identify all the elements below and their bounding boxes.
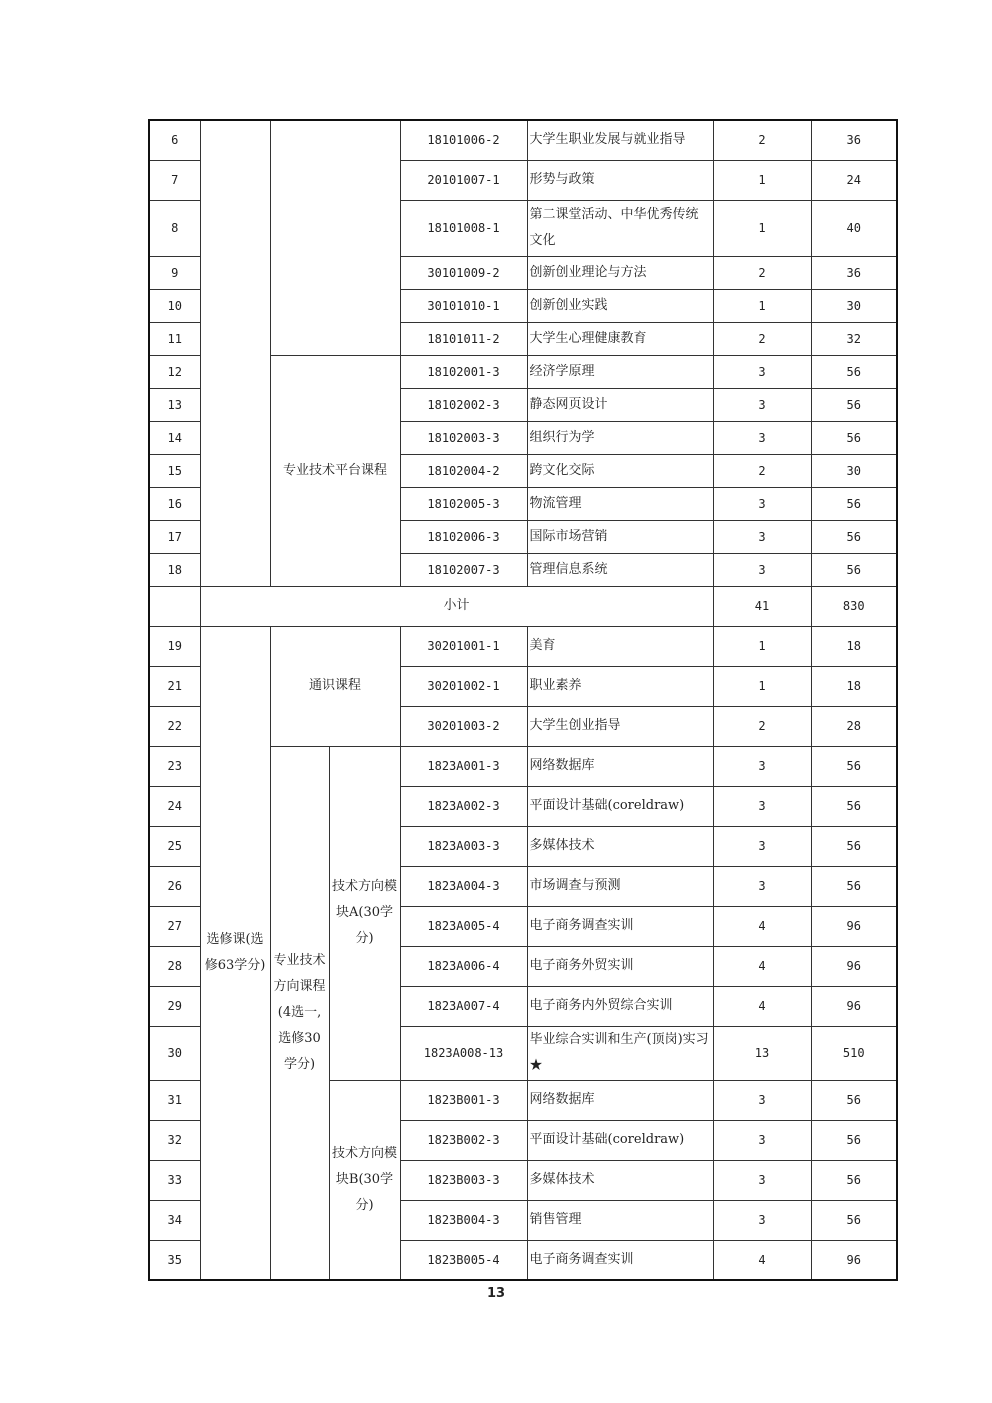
credit-value: 2 bbox=[713, 706, 811, 746]
platform-group-label: 专业技术平台课程 bbox=[270, 355, 400, 586]
credit-value: 4 bbox=[713, 906, 811, 946]
course-name: 创新创业理论与方法 bbox=[527, 256, 713, 289]
hours-value: 56 bbox=[811, 553, 897, 586]
course-name: 管理信息系统 bbox=[527, 553, 713, 586]
course-code: 1823A006-4 bbox=[400, 946, 527, 986]
course-code: 20101007-1 bbox=[400, 160, 527, 200]
course-name: 平面设计基础(coreldraw) bbox=[527, 786, 713, 826]
hours-value: 56 bbox=[811, 355, 897, 388]
course-name: 电子商务内外贸综合实训 bbox=[527, 986, 713, 1026]
row-number: 9 bbox=[149, 256, 200, 289]
row-number: 10 bbox=[149, 289, 200, 322]
course-code: 1823B002-3 bbox=[400, 1120, 527, 1160]
course-name: 平面设计基础(coreldraw) bbox=[527, 1120, 713, 1160]
category-blank bbox=[200, 120, 270, 586]
table-row bbox=[149, 626, 897, 666]
course-name: 电子商务调查实训 bbox=[527, 906, 713, 946]
course-code: 1823A007-4 bbox=[400, 986, 527, 1026]
table-row bbox=[149, 120, 897, 160]
elective-category-label: 选修课(选修63学分) bbox=[200, 626, 270, 1280]
row-number: 32 bbox=[149, 1120, 200, 1160]
credit-value: 1 bbox=[713, 626, 811, 666]
course-name: 电子商务外贸实训 bbox=[527, 946, 713, 986]
hours-value: 40 bbox=[811, 200, 897, 256]
course-code: 30101009-2 bbox=[400, 256, 527, 289]
row-number: 34 bbox=[149, 1200, 200, 1240]
row-number: 33 bbox=[149, 1160, 200, 1200]
course-code: 18102003-3 bbox=[400, 421, 527, 454]
hours-value: 56 bbox=[811, 746, 897, 786]
credit-value: 3 bbox=[713, 520, 811, 553]
course-code: 1823A005-4 bbox=[400, 906, 527, 946]
direction-group-label: 专业技术方向课程(4选一,选修30学分) bbox=[270, 746, 329, 1280]
credit-value: 3 bbox=[713, 487, 811, 520]
course-code: 18102001-3 bbox=[400, 355, 527, 388]
row-number: 7 bbox=[149, 160, 200, 200]
hours-value: 18 bbox=[811, 666, 897, 706]
course-name: 大学生创业指导 bbox=[527, 706, 713, 746]
credit-value: 4 bbox=[713, 946, 811, 986]
course-code: 18102007-3 bbox=[400, 553, 527, 586]
credit-value: 3 bbox=[713, 1200, 811, 1240]
course-code: 18102006-3 bbox=[400, 520, 527, 553]
course-name: 大学生职业发展与就业指导 bbox=[527, 120, 713, 160]
course-code: 30201001-1 bbox=[400, 626, 527, 666]
subtotal-label: 小计 bbox=[200, 586, 713, 626]
hours-value: 30 bbox=[811, 289, 897, 322]
credit-value: 13 bbox=[713, 1026, 811, 1080]
credit-value: 2 bbox=[713, 454, 811, 487]
credit-value: 4 bbox=[713, 1240, 811, 1280]
course-name: 网络数据库 bbox=[527, 746, 713, 786]
hours-value: 32 bbox=[811, 322, 897, 355]
hours-value: 36 bbox=[811, 120, 897, 160]
course-name: 物流管理 bbox=[527, 487, 713, 520]
course-code: 1823B001-3 bbox=[400, 1080, 527, 1120]
row-number: 30 bbox=[149, 1026, 200, 1080]
module-a-label: 技术方向模块A(30学分) bbox=[329, 746, 400, 1080]
credit-value: 3 bbox=[713, 786, 811, 826]
row-number: 27 bbox=[149, 906, 200, 946]
credit-value: 4 bbox=[713, 986, 811, 1026]
hours-value: 96 bbox=[811, 946, 897, 986]
hours-value: 56 bbox=[811, 388, 897, 421]
course-name: 职业素养 bbox=[527, 666, 713, 706]
credit-value: 1 bbox=[713, 666, 811, 706]
hours-value: 96 bbox=[811, 906, 897, 946]
hours-value: 56 bbox=[811, 520, 897, 553]
row-number: 6 bbox=[149, 120, 200, 160]
course-code: 30201003-2 bbox=[400, 706, 527, 746]
hours-value: 56 bbox=[811, 1160, 897, 1200]
hours-value: 56 bbox=[811, 826, 897, 866]
row-number: 24 bbox=[149, 786, 200, 826]
course-name: 市场调查与预测 bbox=[527, 866, 713, 906]
row-number: 17 bbox=[149, 520, 200, 553]
credit-value: 3 bbox=[713, 746, 811, 786]
row-number: 18 bbox=[149, 553, 200, 586]
credit-value: 1 bbox=[713, 160, 811, 200]
row-number: 28 bbox=[149, 946, 200, 986]
subtotal-row bbox=[149, 586, 897, 626]
subtotal-hours: 830 bbox=[811, 586, 897, 626]
row-number: 14 bbox=[149, 421, 200, 454]
credit-value: 1 bbox=[713, 289, 811, 322]
hours-value: 30 bbox=[811, 454, 897, 487]
course-code: 1823A004-3 bbox=[400, 866, 527, 906]
credit-value: 3 bbox=[713, 1080, 811, 1120]
row-number: 11 bbox=[149, 322, 200, 355]
course-name: 形势与政策 bbox=[527, 160, 713, 200]
hours-value: 56 bbox=[811, 1200, 897, 1240]
credit-value: 3 bbox=[713, 866, 811, 906]
hours-value: 96 bbox=[811, 986, 897, 1026]
course-code: 30101010-1 bbox=[400, 289, 527, 322]
hours-value: 24 bbox=[811, 160, 897, 200]
row-number: 22 bbox=[149, 706, 200, 746]
course-name: 国际市场营销 bbox=[527, 520, 713, 553]
course-name: 电子商务调查实训 bbox=[527, 1240, 713, 1280]
course-code: 18102002-3 bbox=[400, 388, 527, 421]
course-name: 创新创业实践 bbox=[527, 289, 713, 322]
course-name: 毕业综合实训和生产(顶岗)实习★ bbox=[527, 1026, 713, 1080]
row-number: 13 bbox=[149, 388, 200, 421]
row-number: 12 bbox=[149, 355, 200, 388]
group-blank bbox=[270, 120, 400, 355]
row-number: 8 bbox=[149, 200, 200, 256]
credit-value: 2 bbox=[713, 322, 811, 355]
course-name: 多媒体技术 bbox=[527, 1160, 713, 1200]
row-number: 26 bbox=[149, 866, 200, 906]
course-name: 美育 bbox=[527, 626, 713, 666]
hours-value: 56 bbox=[811, 866, 897, 906]
hours-value: 56 bbox=[811, 786, 897, 826]
course-code: 1823B004-3 bbox=[400, 1200, 527, 1240]
course-code: 1823B005-4 bbox=[400, 1240, 527, 1280]
course-code: 1823A002-3 bbox=[400, 786, 527, 826]
credit-value: 3 bbox=[713, 553, 811, 586]
hours-value: 56 bbox=[811, 487, 897, 520]
course-name: 经济学原理 bbox=[527, 355, 713, 388]
credit-value: 3 bbox=[713, 421, 811, 454]
hours-value: 18 bbox=[811, 626, 897, 666]
credit-value: 2 bbox=[713, 120, 811, 160]
course-name: 静态网页设计 bbox=[527, 388, 713, 421]
credit-value: 3 bbox=[713, 355, 811, 388]
course-code: 1823B003-3 bbox=[400, 1160, 527, 1200]
credit-value: 3 bbox=[713, 826, 811, 866]
hours-value: 510 bbox=[811, 1026, 897, 1080]
course-code: 30201002-1 bbox=[400, 666, 527, 706]
row-number: 19 bbox=[149, 626, 200, 666]
hours-value: 28 bbox=[811, 706, 897, 746]
course-code: 1823A001-3 bbox=[400, 746, 527, 786]
credit-value: 2 bbox=[713, 256, 811, 289]
row-number: 25 bbox=[149, 826, 200, 866]
hours-value: 56 bbox=[811, 1080, 897, 1120]
hours-value: 96 bbox=[811, 1240, 897, 1280]
course-code: 18101011-2 bbox=[400, 322, 527, 355]
row-number: 35 bbox=[149, 1240, 200, 1280]
row-number: 29 bbox=[149, 986, 200, 1026]
course-name: 跨文化交际 bbox=[527, 454, 713, 487]
row-number: 31 bbox=[149, 1080, 200, 1120]
credit-value: 1 bbox=[713, 200, 811, 256]
course-name: 网络数据库 bbox=[527, 1080, 713, 1120]
credit-value: 3 bbox=[713, 388, 811, 421]
module-b-label: 技术方向模块B(30学分) bbox=[329, 1080, 400, 1280]
row-number: 16 bbox=[149, 487, 200, 520]
course-code: 18101006-2 bbox=[400, 120, 527, 160]
course-code: 1823A003-3 bbox=[400, 826, 527, 866]
row-number: 15 bbox=[149, 454, 200, 487]
course-code: 1823A008-13 bbox=[400, 1026, 527, 1080]
general-group-label: 通识课程 bbox=[270, 626, 400, 746]
page-number: 13 bbox=[486, 1286, 506, 1301]
course-code: 18102005-3 bbox=[400, 487, 527, 520]
subtotal-blank bbox=[149, 586, 200, 626]
course-name: 组织行为学 bbox=[527, 421, 713, 454]
row-number: 21 bbox=[149, 666, 200, 706]
credit-value: 3 bbox=[713, 1160, 811, 1200]
course-name: 销售管理 bbox=[527, 1200, 713, 1240]
credit-value: 3 bbox=[713, 1120, 811, 1160]
course-name: 第二课堂活动、中华优秀传统文化 bbox=[527, 200, 713, 256]
hours-value: 56 bbox=[811, 421, 897, 454]
hours-value: 56 bbox=[811, 1120, 897, 1160]
subtotal-credit: 41 bbox=[713, 586, 811, 626]
hours-value: 36 bbox=[811, 256, 897, 289]
course-code: 18101008-1 bbox=[400, 200, 527, 256]
row-number: 23 bbox=[149, 746, 200, 786]
course-code: 18102004-2 bbox=[400, 454, 527, 487]
course-name: 大学生心理健康教育 bbox=[527, 322, 713, 355]
curriculum-table bbox=[148, 119, 898, 1281]
course-name: 多媒体技术 bbox=[527, 826, 713, 866]
